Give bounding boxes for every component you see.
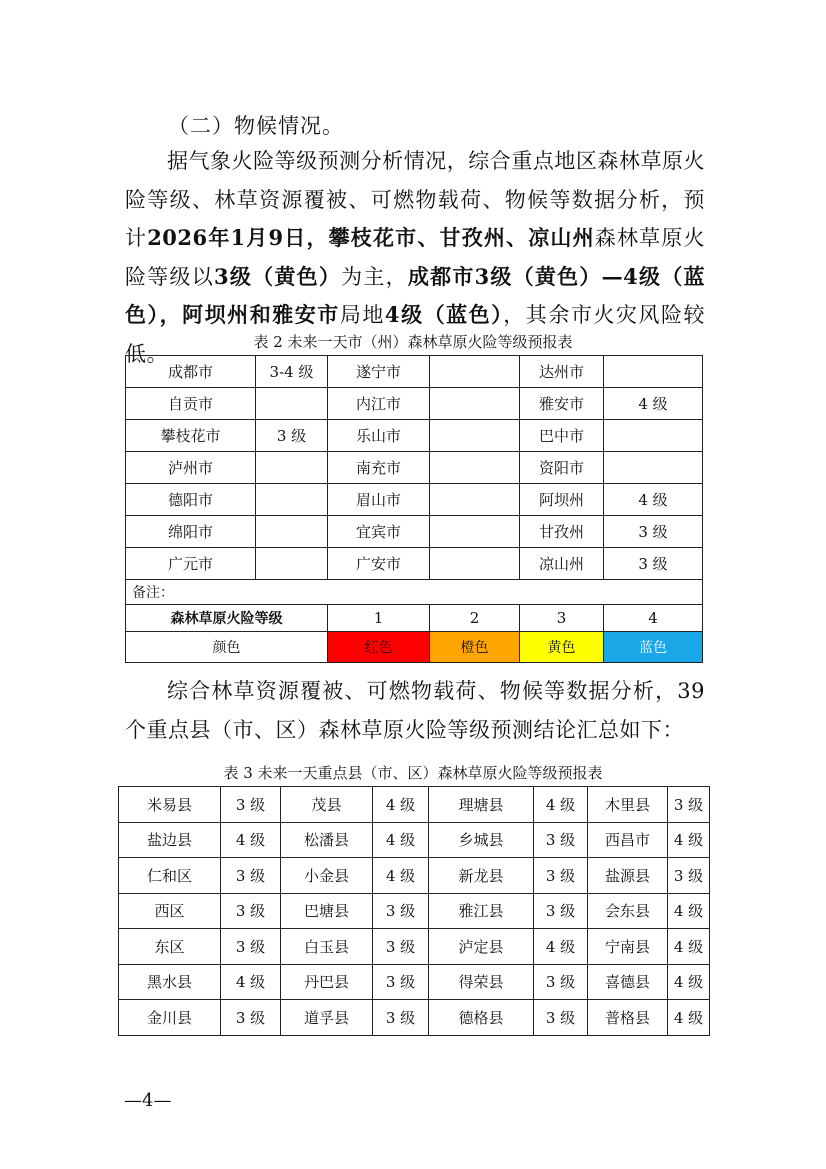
city-row [126,388,703,420]
table2-caption: 表 2 未来一天市（州）森林草原火险等级预报表 [253,333,573,351]
region-name-cell: 达州市 [520,356,604,388]
level-4: 4 [604,605,703,632]
fire-level-cell [604,452,703,484]
fire-level-cell: 4 级 [534,929,588,965]
fire-level-cell: 4 级 [668,964,710,1000]
region-name-cell: 东区 [119,929,221,965]
color-label: 颜色 [126,632,328,663]
para1-bold-3: 成都市3级（黄色）—4级（蓝色），阿坝州和雅安市 [125,263,705,327]
table3-caption: 表 3 未来一天重点县（市、区）森林草原火险等级预报表 [223,764,603,782]
region-name-cell: 广安市 [328,548,430,580]
fire-level-cell: 3 级 [534,893,588,929]
fire-level-cell: 3 级 [221,929,281,965]
county-fire-risk-table [118,786,710,1036]
county-row [119,1000,710,1036]
county-row [119,893,710,929]
para1-text-2: 森林草原火险等级以 [125,226,706,289]
fire-level-cell [256,452,328,484]
level-3: 3 [520,605,604,632]
fire-level-cell [430,484,520,516]
page-number: —4— [124,1090,172,1111]
level-label: 森林草原火险等级 [126,605,328,632]
para1-text-3: 为主， [341,264,408,289]
level-1: 1 [328,605,430,632]
fire-level-cell: 3 级 [604,548,703,580]
region-name-cell: 眉山市 [328,484,430,516]
fire-level-cell: 3 级 [221,787,281,823]
fire-level-cell: 3 级 [221,858,281,894]
region-name-cell: 乡城县 [429,822,534,858]
county-row [119,787,710,823]
note-row [126,580,703,605]
fire-level-cell: 4 级 [604,484,703,516]
fire-level-cell: 3 级 [256,420,328,452]
fire-level-cell [430,516,520,548]
fire-level-cell [430,452,520,484]
city-row [126,484,703,516]
region-name-cell: 乐山市 [328,420,430,452]
para1-text-4: 局地 [339,303,385,327]
region-name-cell: 广元市 [126,548,256,580]
section-heading: （二）物候情况。 [168,114,344,138]
para1-bold-1: 2026年1月9日，攀枝花市、甘孜州、凉山州 [147,225,595,250]
fire-level-cell: 3 级 [221,1000,281,1036]
region-name-cell: 盐源县 [588,858,668,894]
region-name-cell: 雅江县 [429,893,534,929]
region-name-cell: 甘孜州 [520,516,604,548]
region-name-cell: 德格县 [429,1000,534,1036]
fire-level-cell [430,420,520,452]
region-name-cell: 喜德县 [588,964,668,1000]
fire-level-cell: 4 级 [373,858,429,894]
fire-level-cell: 3 级 [373,964,429,1000]
level-2: 2 [430,605,520,632]
color-row [126,632,703,663]
region-name-cell: 仁和区 [119,858,221,894]
level-row [126,605,703,632]
region-name-cell: 内江市 [328,388,430,420]
region-name-cell: 德阳市 [126,484,256,516]
region-name-cell: 攀枝花市 [126,420,256,452]
fire-level-cell: 4 级 [373,787,429,823]
fire-level-cell: 3 级 [373,1000,429,1036]
region-name-cell: 米易县 [119,787,221,823]
para1-text-5: ，其余市火灾风险较低。 [125,303,706,366]
fire-level-cell: 4 级 [373,822,429,858]
region-name-cell: 泸州市 [126,452,256,484]
region-name-cell: 巴塘县 [281,893,373,929]
fire-level-cell [430,548,520,580]
region-name-cell: 松潘县 [281,822,373,858]
region-name-cell: 盐边县 [119,822,221,858]
fire-level-cell: 4 级 [668,929,710,965]
fire-level-cell: 3 级 [668,858,710,894]
region-name-cell: 茂县 [281,787,373,823]
region-name-cell: 凉山州 [520,548,604,580]
fire-level-cell: 3 级 [534,858,588,894]
color-swatch-blue: 蓝色 [604,632,703,663]
color-swatch-red: 红色 [328,632,430,663]
para1-text-1: 据气象火险等级预测分析情况，综合重点地区森林草原火险等级、林草资源覆被、可燃物载荷、物候等数据分析，预计 [125,149,705,250]
region-name-cell: 理塘县 [429,787,534,823]
fire-level-cell: 3 级 [373,893,429,929]
region-name-cell: 宁南县 [588,929,668,965]
region-name-cell: 新龙县 [429,858,534,894]
city-row [126,420,703,452]
fire-level-cell: 3 级 [373,929,429,965]
region-name-cell: 资阳市 [520,452,604,484]
city-row [126,356,703,388]
region-name-cell: 会东县 [588,893,668,929]
county-row [119,822,710,858]
summary-paragraph: 综合林草资源覆被、可燃物载荷、物候等数据分析，39个重点县（市、区）森林草原火险等级预测结论汇总如下： [125,679,705,742]
fire-level-cell: 4 级 [221,822,281,858]
city-row [126,516,703,548]
region-name-cell: 雅安市 [520,388,604,420]
region-name-cell: 得荣县 [429,964,534,1000]
county-row [119,929,710,965]
region-name-cell: 巴中市 [520,420,604,452]
fire-level-cell: 4 级 [534,787,588,823]
region-name-cell: 南充市 [328,452,430,484]
fire-level-cell: 3-4 级 [256,356,328,388]
region-name-cell: 泸定县 [429,929,534,965]
para1-bold-4: 4级（蓝色） [384,302,504,327]
county-row [119,858,710,894]
region-name-cell: 成都市 [126,356,256,388]
fire-level-cell: 3 级 [668,787,710,823]
fire-level-cell: 3 级 [221,893,281,929]
fire-level-cell: 4 级 [668,893,710,929]
region-name-cell: 西昌市 [588,822,668,858]
city-fire-risk-table [125,355,703,663]
fire-level-cell: 4 级 [668,822,710,858]
fire-level-cell: 4 级 [221,964,281,1000]
fire-level-cell: 4 级 [604,388,703,420]
fire-level-cell [256,548,328,580]
fire-level-cell: 4 级 [668,1000,710,1036]
region-name-cell: 丹巴县 [281,964,373,1000]
fire-level-cell [604,356,703,388]
fire-level-cell [256,484,328,516]
region-name-cell: 金川县 [119,1000,221,1036]
fire-level-cell: 3 级 [604,516,703,548]
color-swatch-orange: 橙色 [430,632,520,663]
color-swatch-yellow: 黄色 [520,632,604,663]
region-name-cell: 道孚县 [281,1000,373,1036]
fire-level-cell [430,388,520,420]
region-name-cell: 黑水县 [119,964,221,1000]
region-name-cell: 小金县 [281,858,373,894]
region-name-cell: 白玉县 [281,929,373,965]
fire-level-cell: 3 级 [534,964,588,1000]
fire-level-cell: 3 级 [534,1000,588,1036]
region-name-cell: 遂宁市 [328,356,430,388]
note-label: 备注： [126,580,703,605]
region-name-cell: 木里县 [588,787,668,823]
para1-bold-2: 3级（黄色） [213,263,342,289]
fire-level-cell: 3 级 [534,822,588,858]
region-name-cell: 宜宾市 [328,516,430,548]
region-name-cell: 普格县 [588,1000,668,1036]
fire-level-cell [604,420,703,452]
fire-level-cell [256,388,328,420]
fire-level-cell [256,516,328,548]
region-name-cell: 西区 [119,893,221,929]
region-name-cell: 绵阳市 [126,516,256,548]
county-row [119,964,710,1000]
fire-level-cell [430,356,520,388]
region-name-cell: 自贡市 [126,388,256,420]
city-row [126,452,703,484]
city-row [126,548,703,580]
region-name-cell: 阿坝州 [520,484,604,516]
